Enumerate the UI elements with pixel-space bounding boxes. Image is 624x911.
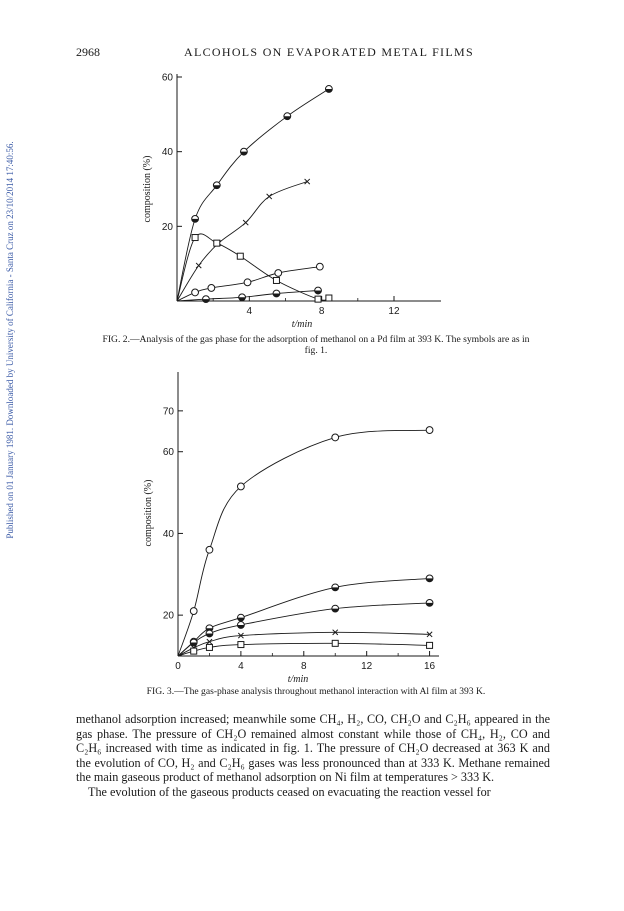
y-tick-label: 40 <box>161 147 173 159</box>
x-tick-label: 12 <box>361 661 373 672</box>
circle-marker <box>316 263 323 270</box>
running-header <box>76 45 554 61</box>
circle-marker <box>208 285 215 292</box>
x-tick-label: 0 <box>175 661 181 672</box>
figure-2-caption: FIG. 2.—Analysis of the gas phase for the adsorption of methanol on a Pd film at 393 K. The symbols are as in fig. 1. <box>102 334 530 356</box>
square-marker <box>206 644 212 650</box>
square-marker <box>214 240 220 246</box>
x-tick-label: 4 <box>238 661 244 672</box>
circle-marker <box>192 289 199 296</box>
x-tick-label: 4 <box>246 306 253 317</box>
figure-2-chart <box>0 60 624 350</box>
y-axis-title: composition (%) <box>143 479 154 547</box>
cross-marker <box>267 194 272 199</box>
square-marker <box>192 235 198 241</box>
download-watermark-text: Published on 01 January 1981. Downloaded by University of California - Santa Cruz on 23/10/2014 17:40:56. <box>5 141 15 539</box>
figure-2-marks <box>142 73 441 331</box>
circle-marker <box>237 483 244 490</box>
square-marker <box>237 253 243 259</box>
circle-marker <box>275 270 282 277</box>
y-tick-label: 20 <box>161 221 173 233</box>
series-line <box>178 603 430 656</box>
circle-marker <box>332 434 339 441</box>
figure-3-chart <box>0 360 624 690</box>
series-line <box>177 89 329 301</box>
square-marker <box>315 296 321 302</box>
x-tick-label: 16 <box>424 661 436 672</box>
body-text <box>76 712 550 799</box>
circle-marker <box>244 279 251 286</box>
square-marker <box>273 277 279 283</box>
y-tick-label: 60 <box>162 447 174 459</box>
x-tick-label: 8 <box>318 306 325 317</box>
y-tick-label: 40 <box>162 528 174 540</box>
y-axis-title: composition (%) <box>142 155 153 223</box>
series-line <box>178 430 430 656</box>
y-tick-label: 20 <box>162 610 174 622</box>
x-axis-title: t/min <box>287 674 309 685</box>
cross-marker <box>305 179 310 184</box>
square-marker <box>332 640 338 646</box>
square-marker <box>326 295 332 301</box>
cross-marker <box>196 263 201 268</box>
body-paragraph: The evolution of the gaseous products ceased on evacuating the reaction vessel for <box>88 784 491 799</box>
square-marker <box>238 642 244 648</box>
page-number: 2968 <box>76 45 100 59</box>
square-marker <box>427 642 433 648</box>
x-tick-label: 8 <box>301 661 307 672</box>
body-paragraph: methanol adsorption increased; meanwhile some CH₄, H₂, CO, CH₂O and C₂H₆ appeared in the gas phase. The pressure of CH₂O remained almost constant while those of CH₄, H₂, CO and C₂H₆ increased with time as indicated in fig. 1. The pressure of CH₂O decreased at 363 K and the evolution of CO, H₂ and C₂H₆ gases was less pronounced than at 333 K. Methane remained the main gaseous product of methanol adsorption on Ni film at temperatures > 333 K. <box>76 712 550 784</box>
y-tick-label: 70 <box>162 406 174 418</box>
cross-marker <box>243 220 248 225</box>
running-title: ALCOHOLS ON EVAPORATED METAL FILMS <box>184 45 474 59</box>
square-marker <box>191 648 197 654</box>
circle-marker <box>426 427 433 434</box>
x-axis-title: t/min <box>291 319 313 330</box>
circle-marker <box>190 608 197 615</box>
x-tick-label: 12 <box>388 306 400 317</box>
cross-marker <box>207 639 212 644</box>
figure-3-caption: FIG. 3.—The gas-phase analysis throughout methanol interaction with Al film at 393 K. <box>146 686 486 697</box>
y-tick-label: 60 <box>161 72 173 84</box>
figure-3-marks <box>143 372 439 685</box>
circle-marker <box>206 546 213 553</box>
